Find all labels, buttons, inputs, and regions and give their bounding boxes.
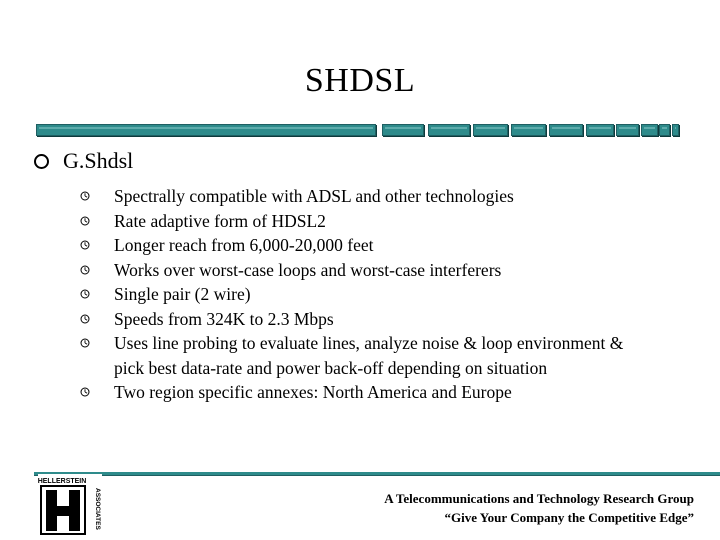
level1-item — [34, 148, 133, 174]
footer-rule — [34, 472, 720, 476]
slide-title: SHDSL — [304, 62, 416, 99]
divider-segment — [641, 124, 658, 136]
list-item — [80, 258, 650, 283]
bullet-text: Single pair (2 wire) — [114, 284, 251, 304]
company-logo — [38, 474, 102, 536]
clock-bullet-icon — [80, 216, 90, 226]
list-item — [80, 282, 650, 307]
divider-segment — [659, 124, 670, 136]
clock-bullet-icon — [80, 265, 90, 275]
list-item — [80, 209, 650, 234]
footer — [384, 489, 694, 527]
level1-label: G.Shdsl — [63, 148, 134, 173]
bullet-text: Two region specific annexes: North America and Europe — [114, 382, 512, 402]
divider-segment — [549, 124, 583, 136]
divider-segment — [672, 124, 679, 136]
clock-bullet-icon — [80, 314, 90, 324]
divider-segment — [473, 124, 508, 136]
bullet-text: Rate adaptive form of HDSL2 — [114, 210, 326, 231]
logo-top-text: HELLERSTEIN — [38, 478, 87, 485]
footer-line1: A Telecommunications and Technology Research Group — [384, 491, 694, 506]
bullet-text: Works over worst-case loops and worst-case interferers — [114, 259, 502, 280]
clock-bullet-icon — [80, 191, 90, 201]
clock-bullet-icon — [80, 289, 90, 299]
list-item — [80, 331, 650, 380]
divider-segment — [382, 124, 424, 136]
divider-segment — [616, 124, 639, 136]
list-item — [80, 233, 650, 258]
clock-bullet-icon — [80, 387, 90, 397]
logo-side-text: ASSOCIATES — [94, 488, 101, 530]
bullet-list — [80, 184, 650, 405]
bullet-text: Longer reach from 6,000-20,000 feet — [114, 235, 374, 255]
divider-segment — [428, 124, 470, 136]
divider-segment — [511, 124, 546, 136]
divider-segment — [586, 124, 614, 136]
clock-bullet-icon — [80, 240, 90, 250]
list-item — [80, 380, 650, 405]
bullet-text: Uses line probing to evaluate lines, analyze noise & loop environment & pick best data-rate and power back-off depending on situation — [114, 333, 624, 378]
list-item — [80, 307, 650, 332]
bullet-text: Speeds from 324K to 2.3 Mbps — [114, 308, 334, 329]
list-item — [80, 184, 650, 209]
divider-segment — [36, 124, 376, 136]
title-divider — [36, 124, 686, 138]
bullet-text: Spectrally compatible with ADSL and other technologies — [114, 186, 514, 206]
footer-line2: “Give Your Company the Competitive Edge” — [444, 510, 694, 525]
clock-bullet-icon — [80, 338, 90, 348]
ring-bullet-icon — [34, 154, 49, 169]
